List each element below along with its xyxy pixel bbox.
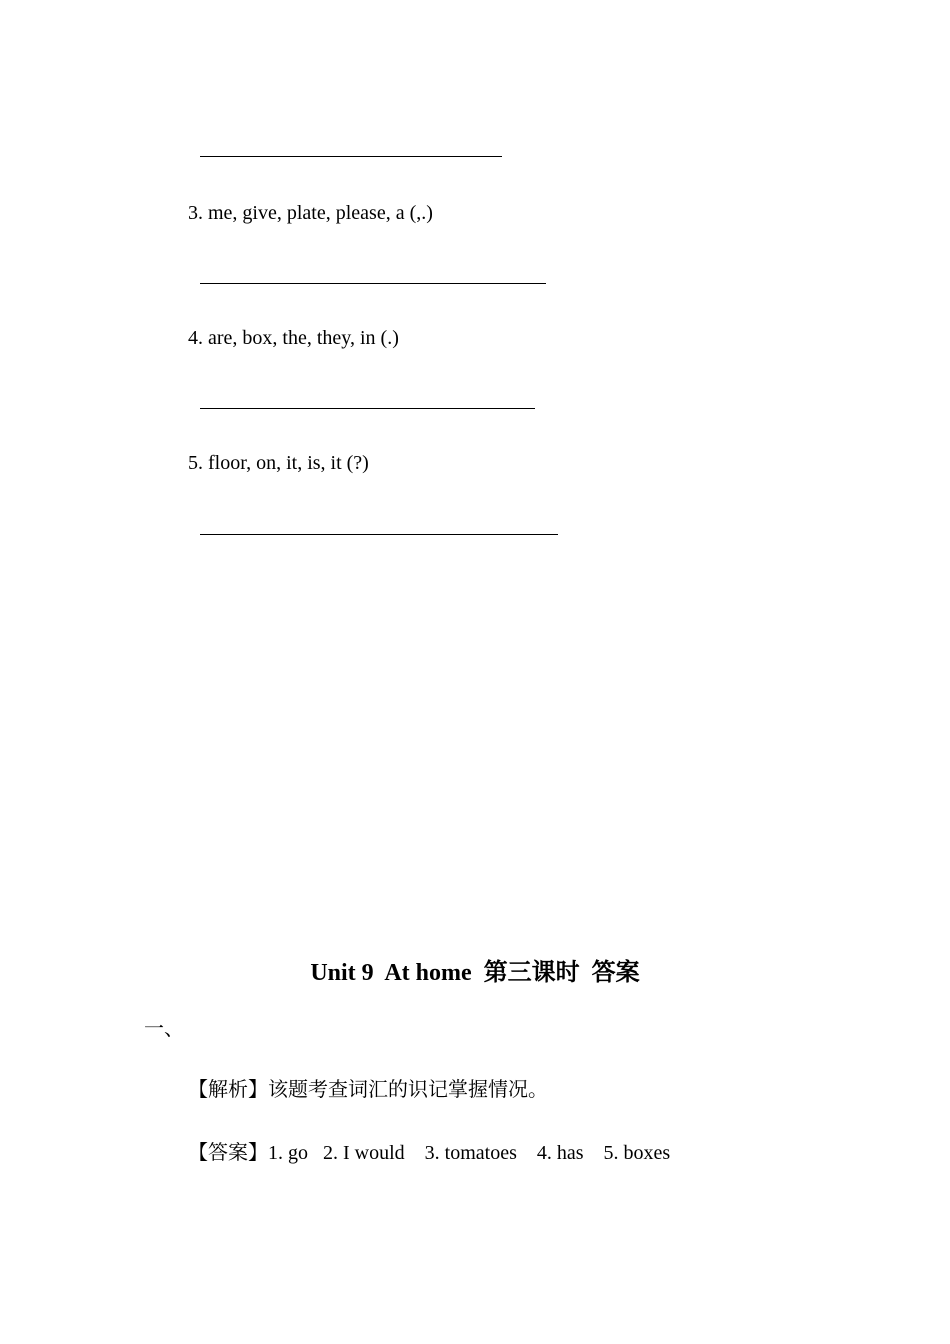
answer-text: 【答案】1. go 2. I would 3. tomatoes 4. has 5. boxes (188, 1142, 671, 1164)
answer-blank-line (200, 283, 546, 284)
answer-blank-line (200, 156, 502, 157)
answer-title: Unit 9 At home 第三课时 答案 (310, 960, 640, 986)
section-label: 一、 (144, 1018, 184, 1040)
analysis-text: 【解析】该题考查词汇的识记掌握情况。 (188, 1079, 548, 1101)
question-item-4: 4. are, box, the, they, in (.) (188, 327, 399, 349)
answer-blank-line (200, 408, 535, 409)
answer-blank-line (200, 534, 558, 535)
question-item-3: 3. me, give, plate, please, a (,.) (188, 202, 433, 224)
question-item-5: 5. floor, on, it, is, it (?) (188, 452, 369, 474)
